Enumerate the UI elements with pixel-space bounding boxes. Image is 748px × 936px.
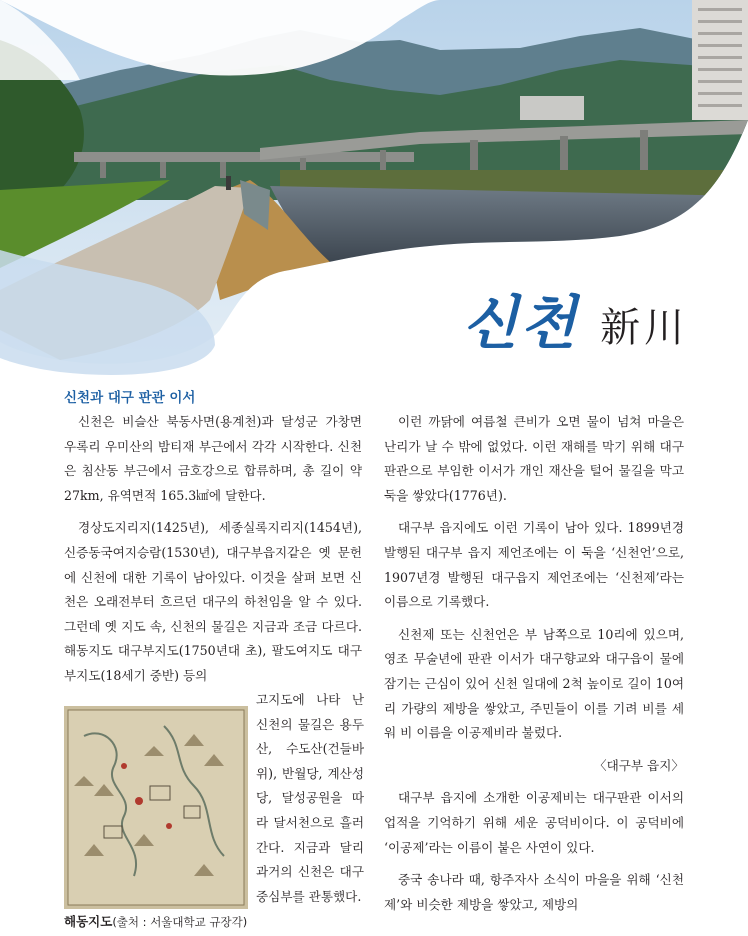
old-map-image [64, 706, 248, 909]
paragraph: 대구부 읍지에도 이런 기록이 남아 있다. 1899년경 발행된 대구부 읍지 제언조에는 이 둑을 ‘신천언’으로, 1907년경 발행된 대구읍지 제언조에는 ‘신천제’라는 이름으로 기록했다. [384, 520, 684, 610]
left-column [64, 410, 362, 697]
page-title [462, 282, 689, 357]
paragraph: 경상도지리지(1425년), 세종실록지리지(1454년), 신증동국여지승람(1530년), 대구부읍지같은 옛 문헌에 신천에 대한 기록이 남아있다. 이것을 살펴 보면 신천은 오래전부터 흐르던 대구의 하천임을 알 수 있다. 그런데 옛 지도 속, 신천의 물길은 지금과 조금 다르다. 해동지도 대구부지도(1750년대 초), 팔도여지도 대구부지도(18세기 중반) 등의 [64, 520, 362, 683]
wrapped-paragraph: 고지도에 나타 난 신천의 물길은 용두산, 수도산(건들바위), 반월당, 계산성당, 달성공원을 따라 달서천으로 흘러간다. 지금과 달리 과거의 신천은 대구 중심부를 관통했다. [256, 692, 364, 904]
haedong-map-illustration [64, 706, 248, 909]
caption-source: (출처 : 서울대학교 규장각) [112, 915, 248, 929]
paragraph: 이런 까닭에 여름철 큰비가 오면 물이 넘쳐 마을은 난리가 날 수 밖에 없었다. 이런 재해를 막기 위해 대구 판관으로 부임한 이서가 개인 재산을 털어 물길을 막고 둑을 쌓았다(1776년). [384, 414, 684, 503]
paragraph: 대구부 읍지에 소개한 이공제비는 대구판관 이서의 업적을 기억하기 위해 세운 공덕비이다. 이 공덕비에 ‘이공제’라는 이름이 붙은 사연이 있다. [384, 790, 684, 855]
title-korean: 신천 [462, 289, 579, 357]
right-column [384, 410, 684, 925]
paragraph: 중국 송나라 때, 항주자사 소식이 마을을 위해 ‘신천제’와 비슷한 제방을 쌓았고, 제방의 [384, 872, 684, 912]
quote-source: 〈대구부 읍지〉 [593, 757, 684, 773]
paragraph: 신천은 비슬산 북동사면(용계천)과 달성군 가창면 우록리 우미산의 밤티재 부근에서 각각 시작한다. 신천은 침산동 부근에서 금호강으로 합류하며, 총 길이 약 27km, 유역면적 165.3㎢에 달한다. [64, 414, 362, 503]
caption-title: 해동지도 [64, 914, 113, 929]
title-hanja: 新川 [600, 305, 689, 351]
map-caption [64, 912, 247, 930]
section-heading: 신천과 대구 판관 이서 [64, 390, 196, 406]
paragraph: 신천제 또는 신천언은 부 남쪽으로 10리에 있으며, 영조 무술년에 판관 이서가 대구향교와 대구읍이 물에 잠기는 근심이 있어 신천 일대에 2척 높이로 길이 10여리 가량의 제방을 쌓았고, 주민들이 이를 기려 비를 세워 비 이름을 이공제비라 불렀다. [384, 626, 684, 741]
